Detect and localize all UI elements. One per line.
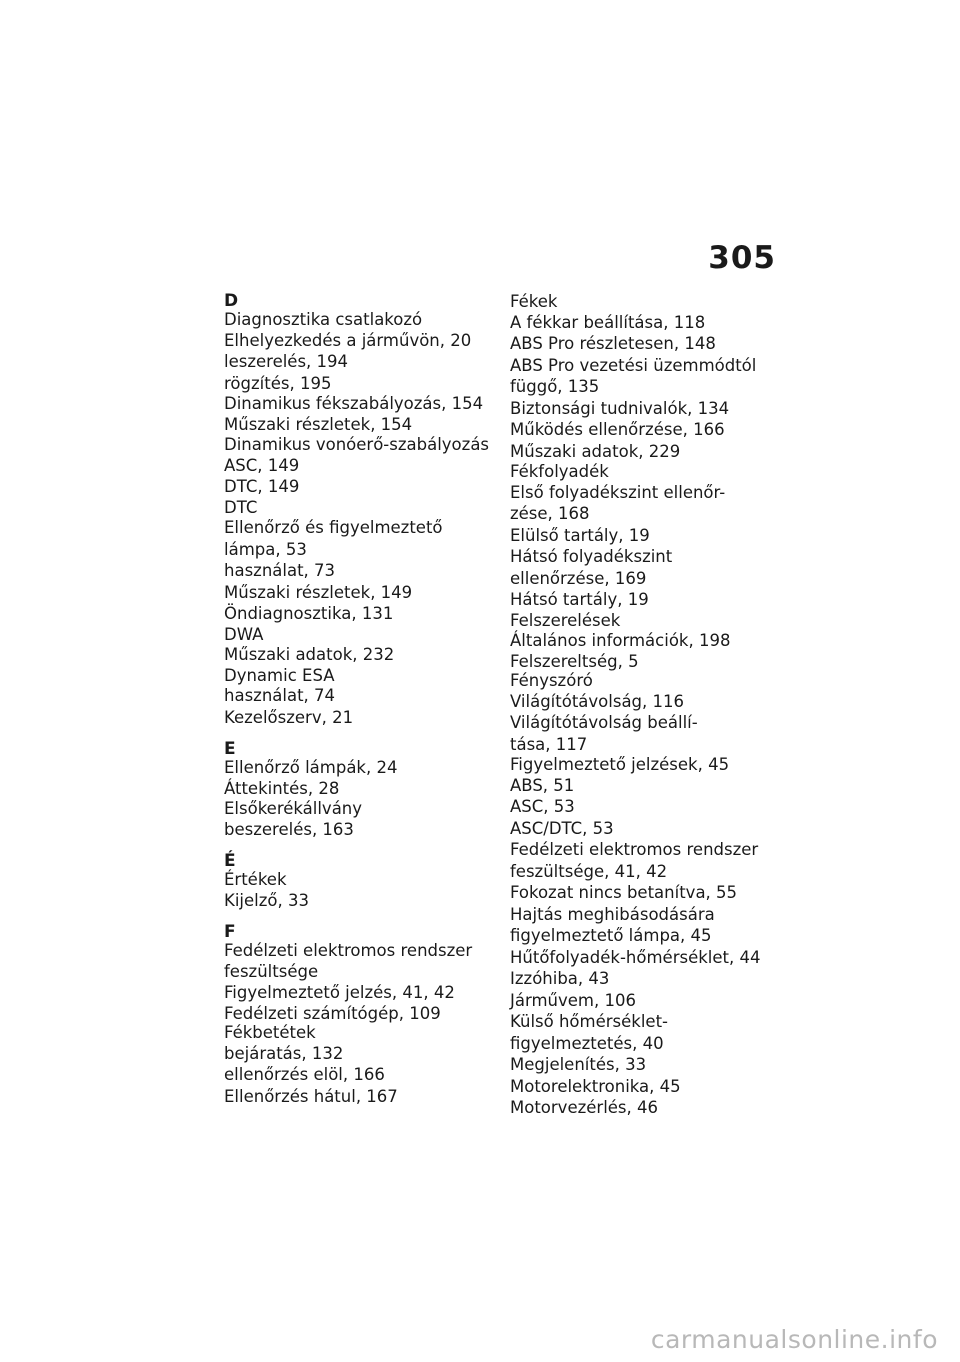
- index-subentry: Műszaki részletek, 154: [224, 414, 413, 434]
- index-subentry: Ellenőrző és figyelmeztető: [224, 518, 443, 537]
- index-column-right: [510, 292, 800, 1119]
- index-entry: Elsőkerékállvány: [224, 799, 363, 818]
- index-subentry: ABS Pro vezetési üzemmódtól: [510, 355, 757, 375]
- index-entry: Diagnosztika csatlakozó: [224, 310, 423, 329]
- index-subentry: rögzítés, 195: [224, 373, 332, 393]
- section-gap: [224, 840, 514, 852]
- index-subentry: Fedélzeti elektromos rendszer: [510, 840, 759, 859]
- index-section-letter: F: [224, 922, 236, 942]
- index-subentry: Elhelyezkedés a járművön, 20: [224, 330, 472, 350]
- index-section-letter: E: [224, 739, 236, 759]
- index-entry: Fékbetétek: [224, 1023, 316, 1042]
- index-subentry: használat, 74: [224, 686, 336, 705]
- index-subentry: Hűtőfolyadék-hőmérséklet, 44: [510, 947, 761, 967]
- index-subentry: Hajtás meghibásodására: [510, 904, 715, 924]
- index-subentry: Fokozat nincs betanítva, 55: [510, 883, 738, 902]
- index-subentry: feszültsége: [224, 961, 319, 981]
- index-entry: Fékek: [510, 292, 558, 311]
- index-subentry: Hátsó tartály, 19: [510, 590, 649, 609]
- index-subentry: Általános információk, 198: [510, 631, 731, 650]
- index-subentry: Kezelőszerv, 21: [224, 707, 354, 727]
- index-subentry: Biztonsági tudnivalók, 134: [510, 398, 730, 418]
- index-entry: DWA: [224, 624, 264, 644]
- index-subentry: Kijelző, 33: [224, 890, 309, 910]
- index-subentry: ellenőrzés elöl, 166: [224, 1065, 385, 1084]
- index-entry: Felszerelések: [510, 610, 621, 630]
- index-subentry: Műszaki részletek, 149: [224, 582, 413, 602]
- index-subentry: Megjelenítés, 33: [510, 1055, 647, 1074]
- index-column-left: [224, 292, 514, 1107]
- index-entry: Dinamikus fékszabályozás, 154: [224, 394, 484, 413]
- index-entry: Dynamic ESA: [224, 665, 335, 685]
- index-entry: Értékek: [224, 870, 287, 889]
- index-subentry: Figyelmeztető jelzés, 41, 42: [224, 983, 455, 1002]
- index-subentry: Műszaki adatok, 232: [224, 645, 395, 664]
- index-subentry: Izzóhiba, 43: [510, 969, 610, 988]
- index-subentry: Első folyadékszint ellenőr-: [510, 482, 726, 502]
- index-entry: Fényszóró: [510, 671, 593, 690]
- index-entry: Dinamikus vonóerő-szabályozás: [224, 435, 490, 454]
- index-subentry: Járművem, 106: [510, 990, 636, 1010]
- index-subentry: ASC, 149: [224, 455, 300, 475]
- index-subentry: Műszaki adatok, 229: [510, 441, 681, 461]
- index-subentry: DTC, 149: [224, 477, 300, 496]
- watermark: carmanualsonline.info: [650, 1325, 938, 1354]
- index-entry: Felszereltség, 5: [510, 651, 639, 671]
- index-subentry: beszerelés, 163: [224, 819, 354, 839]
- index-subentry: Ellenőrzés hátul, 167: [224, 1086, 398, 1106]
- index-subentry: ABS, 51: [510, 775, 575, 795]
- index-subentry: ASC/DTC, 53: [510, 818, 614, 838]
- index-subentry: leszerelés, 194: [224, 352, 349, 371]
- index-subentry: Működés ellenőrzése, 166: [510, 420, 725, 439]
- index-subentry: Áttekintés, 28: [224, 778, 340, 798]
- index-subentry: figyelmeztetés, 40: [510, 1033, 664, 1053]
- section-gap: [224, 911, 514, 923]
- index-subentry: Világítótávolság beállí-: [510, 713, 698, 732]
- index-subentry: feszültsége, 41, 42: [510, 861, 668, 881]
- index-subentry: A fékkar beállítása, 118: [510, 312, 706, 332]
- index-section-letter: D: [224, 291, 239, 311]
- index-section-letter: É: [224, 851, 236, 871]
- index-subentry: Motorvezérlés, 46: [510, 1098, 659, 1117]
- index-entry: Fékfolyadék: [510, 462, 609, 481]
- index-subentry: ellenőrzése, 169: [510, 568, 647, 588]
- index-subentry: lámpa, 53: [224, 539, 307, 559]
- index-subentry: ABS Pro részletesen, 148: [510, 334, 716, 353]
- index-subentry: zése, 168: [510, 504, 590, 523]
- index-subentry: Külső hőmérséklet-: [510, 1012, 668, 1031]
- index-subentry: Öndiagnosztika, 131: [224, 604, 394, 623]
- index-subentry: tása, 117: [510, 734, 588, 754]
- index-subentry: Világítótávolság, 116: [510, 691, 685, 711]
- section-gap: [224, 728, 514, 740]
- index-subentry: Elülső tartály, 19: [510, 525, 650, 545]
- index-subentry: ASC, 53: [510, 797, 575, 816]
- page-number: 305: [708, 240, 776, 276]
- index-entry: Fedélzeti számítógép, 109: [224, 1003, 441, 1023]
- index-entry: DTC: [224, 497, 258, 517]
- index-entry: Figyelmeztető jelzések, 45: [510, 755, 730, 774]
- index-subentry: Motorelektronika, 45: [510, 1076, 681, 1096]
- index-entry: Fedélzeti elektromos rendszer: [224, 941, 473, 960]
- index-entry: Ellenőrző lámpák, 24: [224, 758, 398, 777]
- index-subentry: bejáratás, 132: [224, 1043, 344, 1063]
- index-subentry: Hátsó folyadékszint: [510, 547, 673, 566]
- index-subentry: használat, 73: [224, 561, 336, 580]
- index-subentry: függő, 135: [510, 377, 600, 396]
- index-subentry: figyelmeztető lámpa, 45: [510, 926, 712, 945]
